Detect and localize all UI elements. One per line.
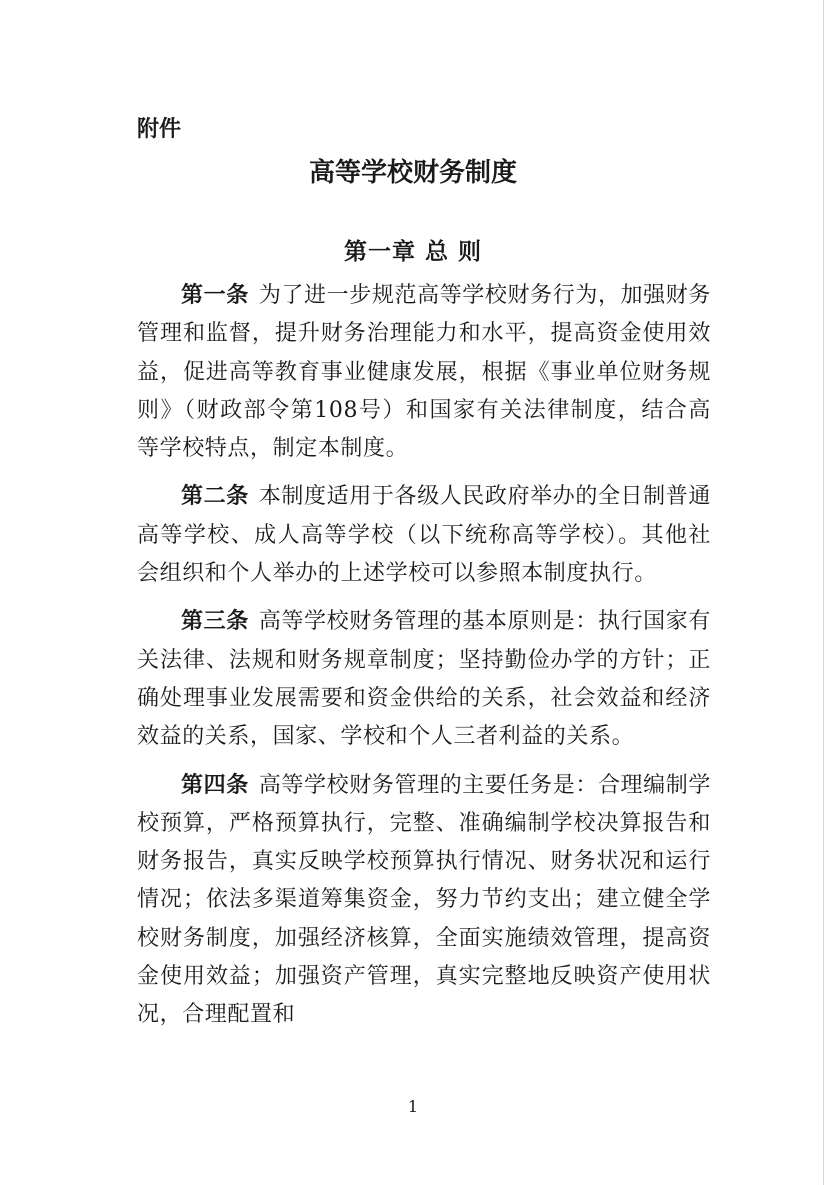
article-2 xyxy=(137,477,711,593)
article-number: 第三条 xyxy=(181,608,249,635)
document-body xyxy=(137,276,711,1044)
document-title: 高等学校财务制度 xyxy=(308,158,517,188)
chapter-heading: 第一章 总 则 xyxy=(343,238,482,265)
article-text: 为了进一步规范高等学校财务行为，加强财务管理和监督，提升财务治理能力和水平，提高资金使用效益，促进高等教育事业健康发展，根据《事业单位财务规则》（财政部令第108号）和国家有关法律制度，结合高等学校特点，制定本制度。 xyxy=(137,283,711,462)
article-1 xyxy=(137,276,711,468)
page-number: 1 xyxy=(407,1097,419,1116)
article-text: 本制度适用于各级人民政府举办的全日制普通高等学校、成人高等学校（以下统称高等学校）。其他社会组织和个人举办的上述学校可以参照本制度执行。 xyxy=(137,484,711,587)
article-number: 第二条 xyxy=(181,483,249,510)
attachment-label: 附件 xyxy=(137,116,182,142)
article-text: 高等学校财务管理的基本原则是：执行国家有关法律、法规和财务规章制度；坚持勤俭办学的方针；正确处理事业发展需要和资金供给的关系，社会效益和经济效益的关系，国家、学校和个人三者利益的关系。 xyxy=(137,609,711,750)
article-number: 第一条 xyxy=(181,282,249,308)
article-3 xyxy=(137,602,711,756)
article-4 xyxy=(137,766,711,1035)
article-number: 第四条 xyxy=(181,771,249,798)
article-text: 高等学校财务管理的主要任务是：合理编制学校预算，严格预算执行，完整、准确编制学校决算报告和财务报告，真实反映学校预算执行情况、财务状况和运行情况；依法多渠道筹集资金，努力节约支出；建立健全学校财务制度，加强经济核算，全面实施绩效管理，提高资金使用效益；加强资产管理，真实完整地反映资产使用状况，合理配置和 xyxy=(137,772,711,1028)
